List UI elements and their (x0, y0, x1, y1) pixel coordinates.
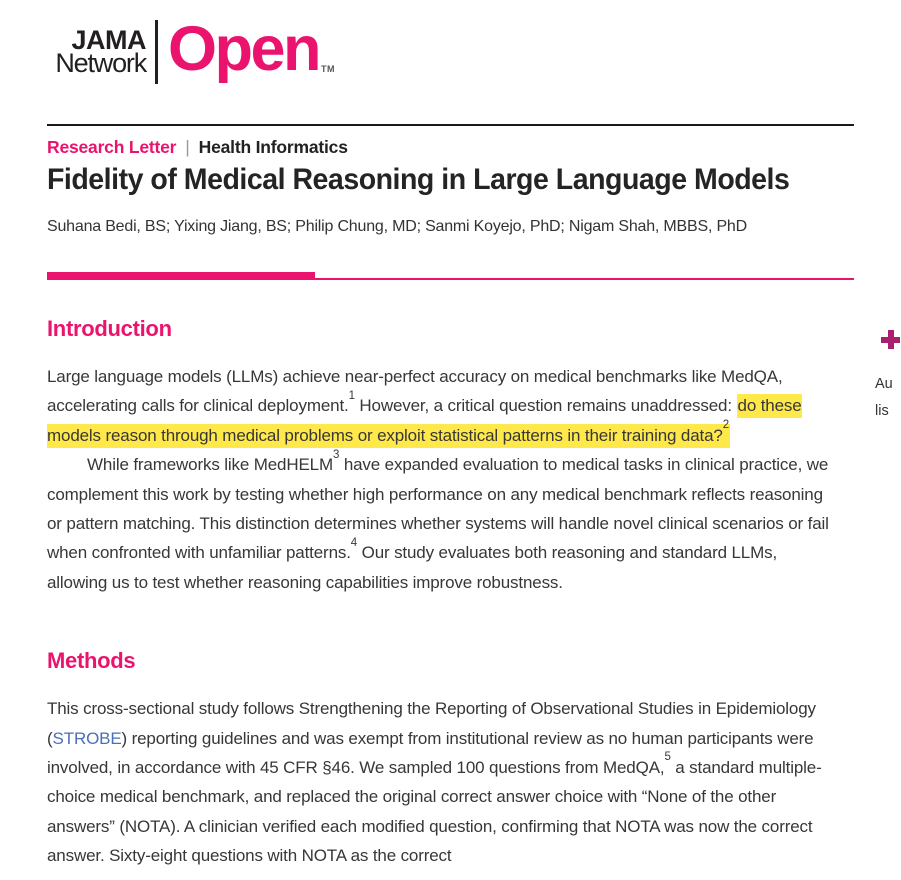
category-separator: | (185, 137, 190, 157)
logo-divider-bar (155, 20, 158, 84)
category-link[interactable]: Research Letter (47, 137, 177, 157)
methods-p1-text: a standard multiple-choice medical benchmark, and replaced the original correct answer choice with “None of the other answers” (NOTA). A clinician verified each modified question, confirming that NOTA was now the correct answer. Sixty-eight questions with NOTA as the correct (47, 758, 822, 866)
right-rail-text-fragment: lis (875, 403, 889, 419)
introduction-paragraph-1 (47, 362, 837, 450)
intro-p1-text: However, a critical question remains unaddressed: (354, 396, 737, 416)
article-category-row (47, 137, 854, 158)
author-byline: Suhana Bedi, BS; Yixing Jiang, BS; Philip Chung, MD; Sanmi Koyejo, PhD; Nigam Shah, MBBS, PhD (47, 218, 747, 235)
right-rail-text-fragment: Au (875, 376, 893, 392)
section-divider (47, 272, 854, 280)
intro-p1-text: Large language models (LLMs) achieve near-perfect accuracy on medical benchmarks like MedQA, accelerating calls for clinical deployment. (47, 367, 783, 416)
intro-p2-text: Our study evaluates both reasoning and standard LLMs, allowing us to test whether reasoning capabilities improve robustness. (47, 543, 778, 592)
reference-5-link[interactable]: 5 (664, 751, 671, 764)
trademark-symbol: TM (321, 64, 336, 74)
article-body (47, 316, 837, 871)
methods-p1-text: ) reporting guidelines and was exempt from institutional review as no human participants were involved, in accordance with 45 CFR §46. We sampled 100 questions from MedQA, (47, 728, 814, 778)
divider-thick-segment (47, 272, 315, 280)
methods-paragraph-1 (47, 694, 837, 870)
jama-network-open-logo[interactable] (47, 14, 337, 86)
network-wordmark: Network (55, 48, 146, 78)
open-wordmark: Open (168, 14, 320, 84)
introduction-paragraph-2 (47, 450, 837, 597)
topic-link[interactable]: Health Informatics (198, 137, 348, 157)
strobe-link[interactable]: STROBE (52, 728, 122, 748)
reference-4-link[interactable]: 4 (350, 536, 358, 549)
divider-thin-segment (315, 278, 854, 280)
header-rule (47, 124, 854, 126)
jama-network-wordmark (47, 25, 146, 78)
jama-wordmark: JAMA (71, 25, 146, 55)
article-title: Fidelity of Medical Reasoning in Large Language Models (47, 163, 790, 196)
introduction-heading: Introduction (47, 316, 172, 341)
methods-p1-text: This cross-sectional study follows Strengthening the Reporting of Observational Studies in Epidemiology ( (47, 699, 816, 748)
methods-heading: Methods (47, 648, 136, 674)
reference-3-link[interactable]: 3 (333, 448, 340, 461)
intro-p2-text: have expanded evaluation to medical tasks in clinical practice, we complement this work by testing whether high performance on any medical benchmark reflects reasoning or pattern matching. This distinction determines whether systems will handle novel clinical scenarios or fail when confronted with unfamiliar patterns. (47, 455, 829, 563)
reference-1-link[interactable]: 1 (348, 389, 355, 402)
highlight-text: do these models reason through medical problems or exploit statistical patterns in their training data? (47, 396, 802, 445)
expand-author-info-plus-icon[interactable] (881, 330, 900, 349)
intro-p2-text: While frameworks like MedHELM (87, 455, 333, 475)
reference-2-link[interactable]: 2 (722, 419, 729, 432)
